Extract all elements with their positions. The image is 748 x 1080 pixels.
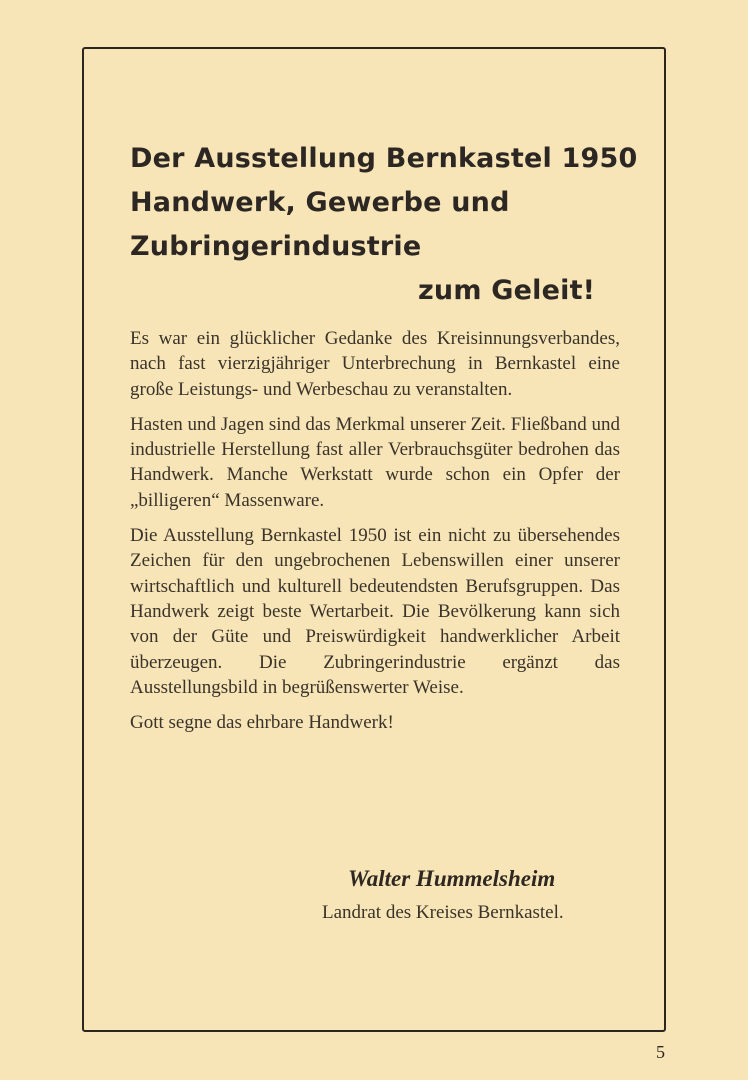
heading-line-4: zum Geleit! [418,275,596,306]
signature-title: Landrat des Kreises Bernkastel. [322,902,564,923]
heading-line-2: Handwerk, Gewerbe und [130,187,510,218]
paragraph-1: Es war ein glücklicher Gedanke des Kreisinnungsverbandes, nach fast vierzigjähriger Unterbrechung in Bernkastel eine große Leistungs- und Werbeschau zu veranstalten. [130,328,620,400]
page-number: 5 [656,1042,665,1062]
signature-name: Walter Hummelsheim [348,866,556,891]
body-text [130,326,620,745]
paragraph-3: Die Ausstellung Bernkastel 1950 ist ein nicht zu übersehendes Zeichen für den ungebrochenen Lebenswillen einer unserer wirtschaftlich und kulturell bedeutendsten Berufsgruppen. Das Handwerk zeigt beste Wertarbeit. Die Bevölkerung kann sich von der Güte und Preiswürdigkeit handwerklicher Arbeit überzeugen. Die Zubringerindustrie ergänzt das Ausstellungsbild in begrüßenswerter Weise. [130,525,620,698]
heading-line-1: Der Ausstellung Bernkastel 1950 [130,143,638,174]
page-heading [130,137,638,313]
closing-line: Gott segne das ehrbare Handwerk! [130,712,394,734]
heading-line-3: Zubringerindustrie [130,231,422,262]
paragraph-2: Hasten und Jagen sind das Merkmal unserer Zeit. Fließband und industrielle Herstellung fast aller Verbrauchsgüter bedrohen das Handwerk. Manche Werkstatt wurde schon ein Opfer der „billigeren“ Massenware. [130,413,620,511]
